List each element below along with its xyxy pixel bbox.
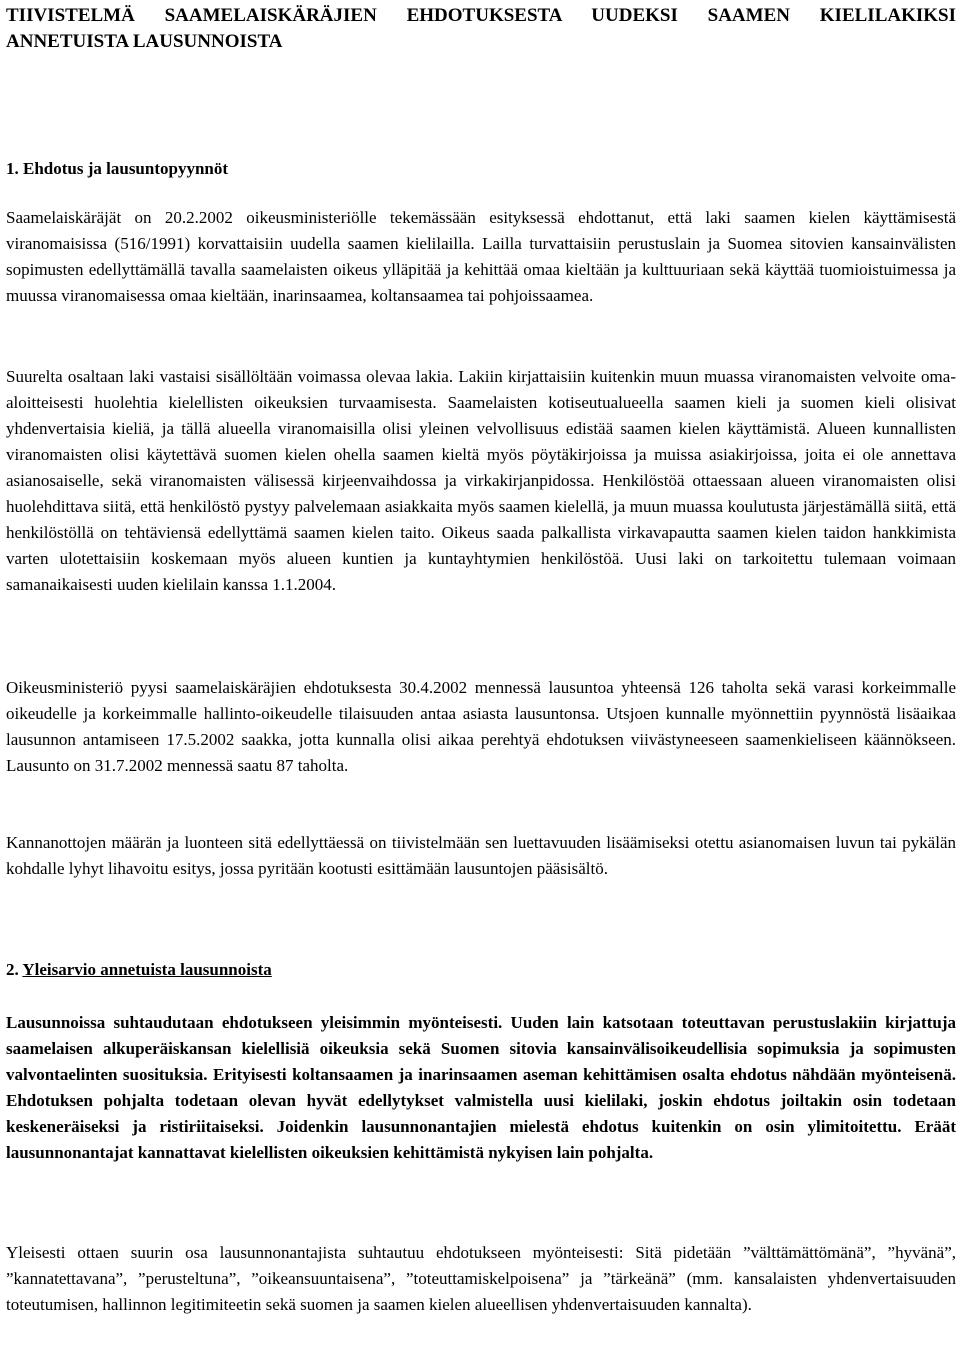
document-title: TIIVISTELMÄ SAAMELAISKÄRÄJIEN EHDOTUKSESTA UUDEKSI SAAMEN KIELILAKIKSI ANNETUISTA LAUSUNNOISTA bbox=[6, 5, 956, 52]
section-1-heading: 1. Ehdotus ja lausuntopyynnöt bbox=[6, 159, 229, 178]
section-2-summary-paragraph: Lausunnoissa suhtaudutaan ehdotukseen yleisimmin myönteisesti. Uuden lain katsotaan toteuttavan perustuslakiin kirjattuja saamelaisen alkuperäiskansan kielellisiä oikeuksia sekä Suomen sitovia kansainvälisoikeudellisia sopimuksia ja sopimusten valvontaelinten suosituksia. Erityisesti koltansaamen ja inarinsaamen aseman kehittämisen osalta ehdotus nähdään myönteisenä. Ehdotuksen pohjalta todetaan olevan hyvät edellytykset valmistella uusi kielilaki, joskin ehdotus joiltakin osin todetaan keskeneräiseksi ja ristiriitaiseksi. Joidenkin lausunnonantajien mielestä ehdotus kuitenkin on osin ylimitoitettu. Eräät lausunnonantajat kannattavat kielellisten oikeuksien kehittämistä nykyisen lain pohjalta. bbox=[6, 1013, 956, 1162]
section-2-paragraph: Yleisesti ottaen suurin osa lausunnonantajista suhtautuu ehdotukseen myönteisesti: Sitä pidetään ”välttämättömänä”, ”hyvänä”, ”kannatettavana”, ”perusteltuna”, ”oikeansuuntaisena”, ”toteuttamiskelpoisena” ja ”tärkeänä” (mm. kansalaisten yhdenvertaisuuden toteutumisen, hallinnon legitimiteetin sekä suomen ja saamen kielen alueellisen yhdenvertaisuuden kannalta). bbox=[6, 1243, 956, 1314]
section-1-paragraph-2: Suurelta osaltaan laki vastaisi sisällöltään voimassa olevaa lakia. Lakiin kirjattaisiin kuitenkin muun muassa viranomaisten velvoite oma-aloitteisesti huolehtia kielellisten oikeuksien turvaamisesta. Saamelaisten kotiseutualueella saamen kieli ja suomen kieli olisivat yhdenvertaisia kieliä, ja tällä alueella viranomaisilla olisi yleinen velvollisuus edistää saamen kielen käyttämistä. Alueen kunnallisten viranomaisten olisi käytettävä suomen kielen ohella saamen kieltä myös pöytäkirjoissa ja muissa asiakirjoissa, joita ei ole annettava asianosaiselle, sekä viranomaisten välisessä kirjeenvaihdossa ja virkakirjanpidossa. Henkilöstöä ottaessaan alueen viranomaisten olisi huolehdittava siitä, että henkilöstö pystyy palvelemaan asiakkaita myös saamen kielellä, ja muun muassa koulutusta järjestämällä siitä, että henkilöstöllä on tehtäviensä edellyttämä saamen kielen taito. Oikeus saada palkallista virkavapautta saamen kielen taidon hankkimista varten ulotettaisiin koskemaan myös alueen kuntien ja kuntayhtymien henkilöstöä. Uusi laki on tarkoitettu tulemaan voimaan samanaikaisesti uuden kielilain kanssa 1.1.2004. bbox=[6, 367, 956, 594]
section-1-paragraph-3: Oikeusministeriö pyysi saamelaiskäräjien ehdotuksesta 30.4.2002 mennessä lausuntoa yhteensä 126 taholta sekä varasi korkeimmalle oikeudelle ja korkeimmalle hallinto-oikeudelle tilaisuuden antaa asiasta lausuntonsa. Utsjoen kunnalle myönnettiin pyynnöstä lisäaikaa lausunnon antamiseen 17.5.2002 saakka, jotta kunnalla olisi aikaa perehtyä ehdotuksen viivästyneeseen saamenkieliseen käännökseen. Lausunto on 31.7.2002 mennessä saatu 87 taholta. bbox=[6, 678, 956, 775]
section-1-paragraph-1: Saamelaiskäräjät on 20.2.2002 oikeusministeriölle tekemässään esityksessä ehdottanut, että laki saamen kielen käyttämisestä viranomaisissa (516/1991) korvattaisiin uudella saamen kielilailla. Lailla turvattaisiin perustuslain ja Suomea sitovien kansainvälisten sopimusten edellyttämällä tavalla saamelaisten oikeus ylläpitää ja kehittää omaa kieltään ja kulttuuriaan sekä käyttää tuomioistuimessa ja muussa viranomaisessa omaa kieltään, inarinsaamea, koltansaamea tai pohjoissaamea. bbox=[6, 208, 956, 305]
section-2-heading-number: 2. bbox=[6, 960, 19, 979]
section-2-heading bbox=[6, 958, 272, 982]
section-2-heading-text: Yleisarvio annetuista lausunnoista bbox=[22, 960, 272, 979]
section-1-paragraph-4: Kannanottojen määrän ja luonteen sitä edellyttäessä on tiivistelmään sen luettavuuden lisäämiseksi otettu asianomaisen luvun tai pykälän kohdalle lyhyt lihavoitu esitys, jossa pyritään kootusti esittämään lausuntojen pääsisältö. bbox=[6, 833, 956, 878]
